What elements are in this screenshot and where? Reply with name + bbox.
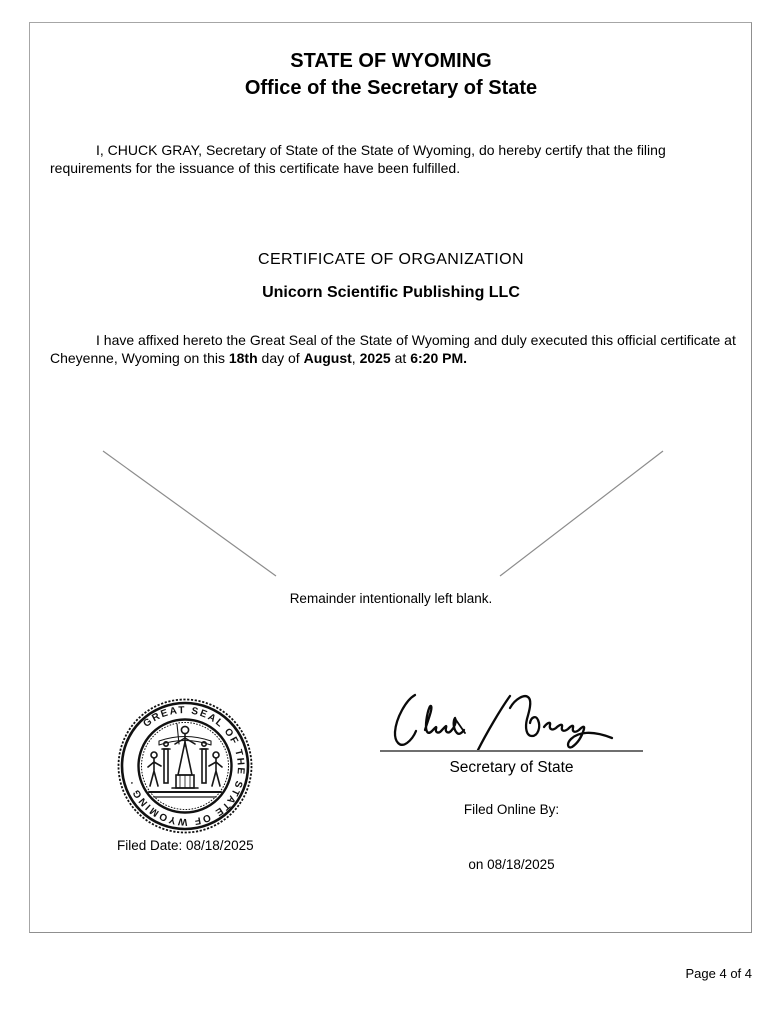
signature-chuck-gray: [388, 686, 650, 752]
seal-ring-text: GREAT SEAL OF THE STATE OF WYOMING ·: [126, 705, 246, 828]
diagonal-line-right: [500, 451, 663, 576]
wyoming-great-seal-icon: [115, 696, 255, 836]
execution-text-2: day of: [257, 349, 304, 366]
certificate-type-title: CERTIFICATE OF ORGANIZATION: [258, 251, 524, 268]
page-number: Page 4 of 4: [685, 966, 752, 981]
execution-text-4: at: [390, 349, 411, 366]
filed-online-label: Filed Online By:: [463, 802, 560, 817]
entity-name: Unicorn Scientific Publishing LLC: [262, 284, 520, 301]
execution-day: 18th: [228, 349, 258, 366]
signer-title: Secretary of State: [449, 759, 574, 776]
execution-year: 2025: [359, 349, 391, 366]
signature-line: [380, 750, 643, 752]
execution-time: 6:20 PM.: [410, 349, 468, 366]
seal-filed-date: Filed Date: 08/18/2025: [117, 838, 254, 853]
execution-month: August: [303, 349, 352, 366]
execution-text-3: ,: [351, 349, 360, 366]
remainder-notice: Remainder intentionally left blank.: [289, 591, 493, 606]
office-subtitle: Office of the Secretary of State: [244, 77, 538, 99]
certification-paragraph: I, CHUCK GRAY, Secretary of State of the State of Wyoming, do hereby certify that the filing requirements for the issuance of this certificate have been fulfilled.: [50, 142, 666, 176]
execution-text-1: I have affixed hereto the Great Seal of the State of Wyoming and duly executed this official certificate at Cheyenne, Wyoming on this: [50, 332, 736, 366]
state-title: STATE OF WYOMING: [290, 50, 492, 72]
diagonal-line-left: [103, 451, 276, 576]
seal-emblem: [148, 724, 222, 797]
filed-on-date: on 08/18/2025: [468, 857, 555, 872]
